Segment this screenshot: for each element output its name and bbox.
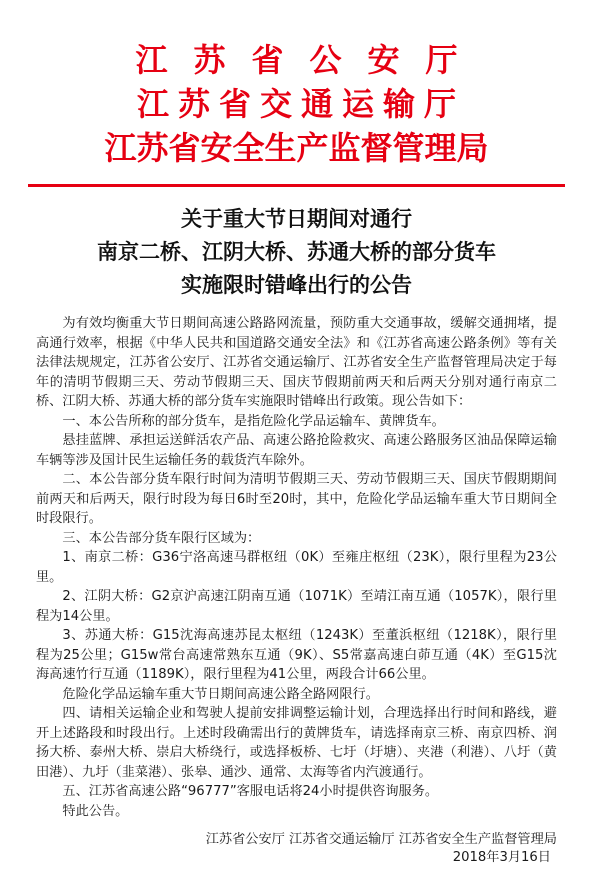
notice-body	[36, 314, 557, 821]
body-paragraph: 悬挂蓝牌、承担运送鲜活农产品、高速公路抢险救灾、高速公路服务区油品保障运输车辆等涉及国计民生运输任务的载货汽车除外。	[36, 433, 557, 468]
body-paragraph: 四、请相关运输企业和驾驶人提前安排调整运输计划，合理选择出行时间和路线，避开上述路段和时段出行。上述时段确需出行的黄牌货车，请选择南京三桥、南京四桥、润扬大桥、泰州大桥、崇启大桥绕行，或选择板桥、七圩（圩塘）、夹港（利港）、八圩（黄田港）、九圩（韭菜港）、张皋、通沙、通常、太海等省内汽渡通行。	[36, 706, 557, 780]
agency-transport: 江苏省交通运输厅	[136, 85, 465, 123]
title-line: 实施限时错峰出行的公告	[181, 273, 412, 297]
body-paragraph: 五、江苏省高速公路“96777”客服电话将24小时提供咨询服务。	[62, 784, 439, 799]
title-line: 关于重大节日期间对通行	[181, 207, 412, 231]
body-paragraph: 三、本公告部分货车限行区域为：	[62, 530, 261, 546]
notice-title	[36, 203, 557, 302]
red-divider-line	[28, 184, 565, 187]
signature-date: 2018年3月16日	[452, 850, 551, 865]
body-paragraph: 危险化学品运输车重大节日期间高速公路全路网限行。	[62, 686, 379, 702]
body-paragraph: 3、苏通大桥：G15沈海高速苏昆太枢纽（1243K）至董浜枢纽（1218K），限行里程为25公里；G15w常台高速常熟东互通（9K）、S5常嘉高速白茆互通（4K）至G15沈海高速竹行互通（1189K），限行里程为41公里，两段合计66公里。	[36, 628, 557, 682]
agency-work-safety: 江苏省安全生产监督管理局	[104, 129, 489, 167]
issuing-agencies-header	[36, 0, 557, 170]
body-paragraph: 特此公告。	[62, 803, 129, 819]
body-paragraph: 1、南京二桥：G36宁洛高速马群枢纽（0K）至雍庄枢纽（23K），限行里程为23公里。	[36, 550, 557, 585]
body-paragraph: 一、本公告所称的部分货车，是指危险化学品运输车、黄牌货车。	[62, 413, 445, 429]
signature-issuers: 江苏省公安厅 江苏省交通运输厅 江苏省安全生产监督管理局	[205, 832, 557, 847]
body-paragraph: 2、江阴大桥：G2京沪高速江阴南互通（1071K）至靖江南互通（1057K），限行里程为14公里。	[36, 589, 557, 624]
title-line: 南京二桥、江阴大桥、苏通大桥的部分货车	[97, 240, 496, 264]
body-paragraph: 二、本公告部分货车限行时间为清明节假期三天、劳动节假期三天、国庆节假期期间前两天和后两天，限行时段为每日6时至20时，其中，危险化学品运输车重大节日期间全时段限行。	[36, 472, 557, 526]
agency-public-security: 江苏省公安厅	[135, 41, 484, 79]
body-paragraph: 为有效均衡重大节日期间高速公路路网流量，预防重大交通事故，缓解交通拥堵，提高通行效率，根据《中华人民共和国道路交通安全法》和《江苏省高速公路条例》等有关法律法规规定，江苏省公安厅、江苏省交通运输厅、江苏省安全生产监督管理局决定于每年的清明节假期三天、劳动节假期三天、国庆节假期前两天和后两天分别对通行南京二桥、江阴大桥、苏通大桥的部分货车实施限时错峰出行政策。现公告如下：	[36, 316, 557, 409]
